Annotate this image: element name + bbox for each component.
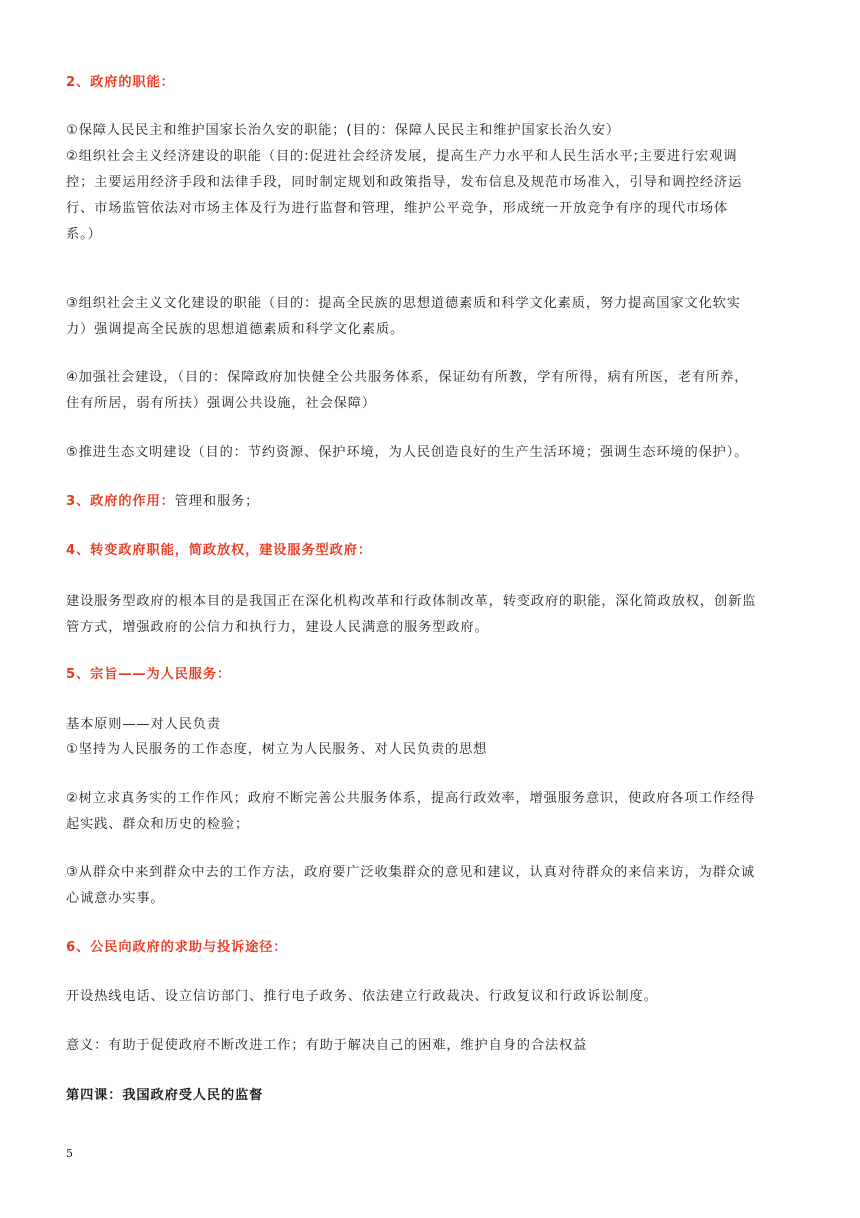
section-3 [66, 489, 259, 515]
function-item-4-line-1: ④加强社会建设，（目的：保障政府加快健全公共服务体系，保证幼有所教，学有所得，病有所医，老有所养， [66, 370, 749, 385]
principle-item-2-line-1: ②树立求真务实的工作作风；政府不断完善公共服务体系，提高行政效率，增强服务意识，使政府各项工作经得 [66, 791, 755, 806]
section-6-para: 开设热线电话、设立信访部门、推行电子政务、依法建立行政裁决、行政复议和行政诉讼制度。 [66, 989, 658, 1004]
section-heading-4: 4、转变政府职能，简政放权，建设服务型政府： [66, 543, 372, 558]
principle-item-3-line-2: 心诚意办实事。 [66, 891, 165, 906]
function-item-3-line-1: ③组织社会主义文化建设的职能（目的：提高全民族的思想道德素质和科学文化素质，努力提高国家文化软实 [66, 296, 741, 311]
function-item-2-line-3: 行、市场监管依法对市场主体及行为进行监督和管理，维护公平竞争，形成统一开放竞争有序的现代市场体 [66, 201, 729, 216]
section-heading-2: 2、政府的职能： [66, 75, 175, 90]
principle-item-1: ①坚持为人民服务的工作态度，树立为人民服务、对人民负责的思想 [66, 742, 488, 757]
function-item-2-line-2: 控；主要运用经济手段和法律手段，同时制定规划和政策指导，发布信息及规范市场准入，引导和调控经济运 [66, 175, 743, 190]
function-item-4-line-2: 住有所居，弱有所扶）强调公共设施，社会保障） [66, 396, 376, 411]
function-item-3-line-2: 力）强调提高全民族的思想道德素质和科学文化素质。 [66, 322, 405, 337]
section-heading-5: 5、宗旨——为人民服务： [66, 667, 232, 682]
basic-principle: 基本原则——对人民负责 [66, 717, 221, 732]
function-item-1: ①保障人民民主和维护国家长治久安的职能；(目的：保障人民民主和维护国家长治久安） [66, 123, 621, 138]
section-heading-6: 6、公民向政府的求助与投诉途径： [66, 940, 288, 955]
function-item-2-line-1: ②组织社会主义经济建设的职能（目的:促进社会经济发展，提高生产力水平和人民生活水平;主要进行宏观调 [66, 149, 738, 164]
section-4-para-line-2: 管方式，增强政府的公信力和执行力，建设人民满意的服务型政府。 [66, 620, 489, 635]
principle-item-2-line-2: 起实践、群众和历史的检验； [66, 817, 250, 832]
section-heading-3: 3、政府的作用： [66, 494, 175, 509]
function-item-2-line-4: 系。） [66, 227, 102, 242]
function-item-5: ⑤推进生态文明建设（目的：节约资源、保护环境，为人民创造良好的生产生活环境；强调生态环境的保护）。 [66, 445, 749, 460]
principle-item-3-line-1: ③从群众中来到群众中去的工作方法，政府要广泛收集群众的意见和建议，认真对待群众的来信来访，为群众诚 [66, 865, 755, 880]
section-3-text: 管理和服务； [174, 494, 260, 509]
meaning-text: 意义：有助于促使政府不断改进工作；有助于解决自己的困难，维护自身的合法权益 [66, 1038, 588, 1053]
lesson-4-title: 第四课：我国政府受人民的监督 [66, 1088, 264, 1103]
section-4-para-line-1: 建设服务型政府的根本目的是我国正在深化机构改革和行政体制改革，转变政府的职能，深化简政放权，创新监 [66, 594, 757, 609]
page-number: 5 [66, 1147, 73, 1160]
